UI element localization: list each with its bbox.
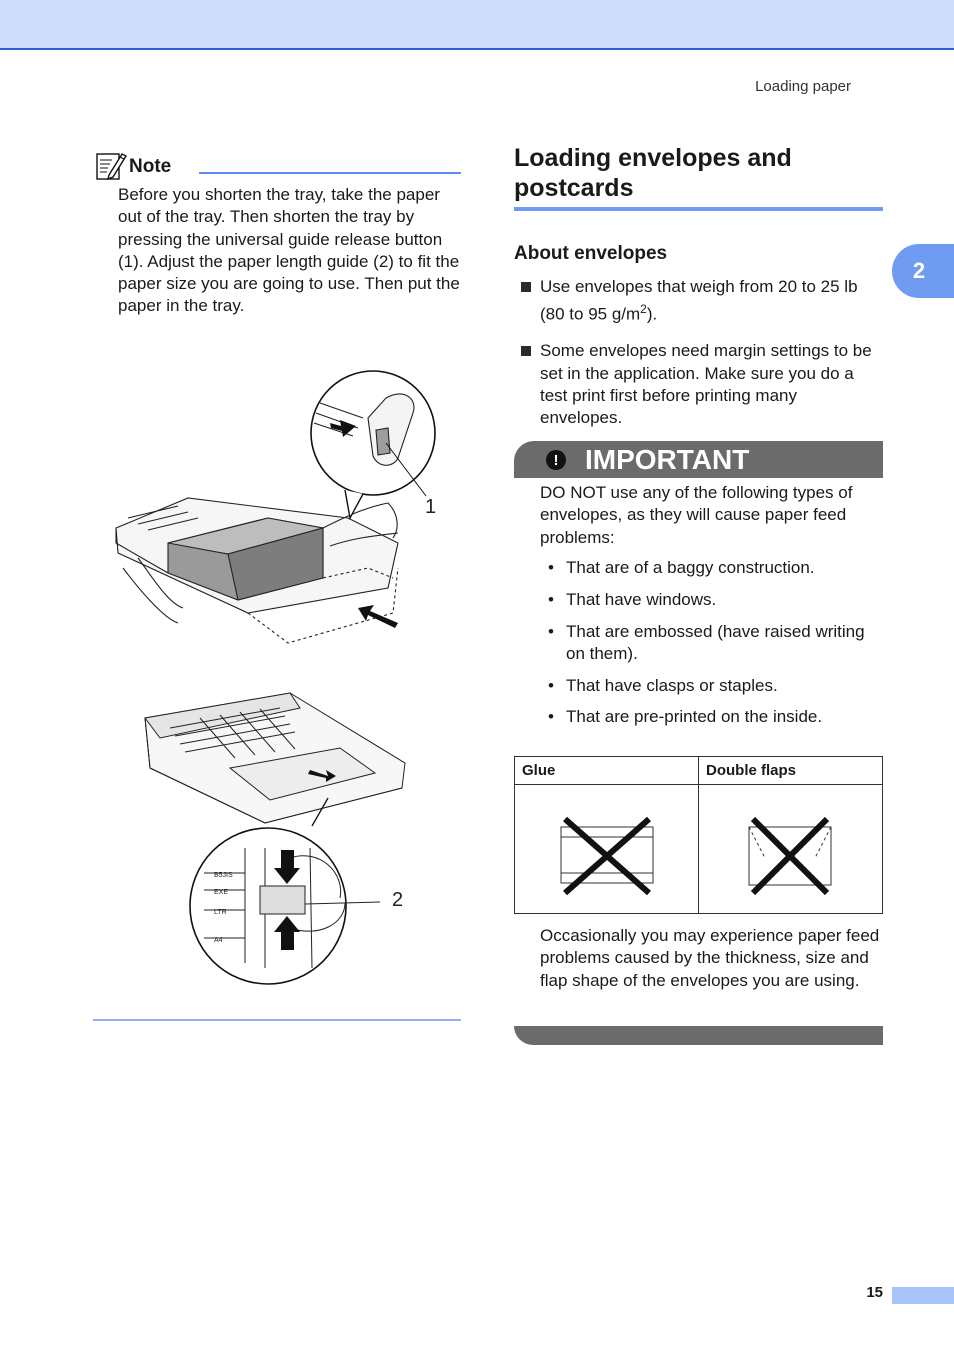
scale-label-exe: EXE: [214, 889, 229, 896]
section-title: Loading envelopes and postcards: [514, 144, 792, 202]
callout-2: 2: [392, 889, 404, 911]
exclamation-icon: !: [546, 450, 566, 470]
list-item: • That are of a baggy construction.: [548, 558, 815, 577]
list-item: • That have windows.: [548, 589, 717, 609]
subsection-title: About envelopes: [514, 243, 668, 264]
table-header-glue: Glue: [522, 762, 556, 779]
important-end-bar: [514, 1026, 883, 1045]
note-title: Note: [129, 156, 172, 177]
running-title: Loading paper: [755, 78, 851, 95]
envelope-table: [514, 756, 883, 914]
important-banner: [514, 441, 883, 478]
chapter-number: 2: [912, 258, 926, 283]
note-header: [95, 150, 461, 182]
note-pencil-icon: [95, 150, 127, 182]
double-flap-envelope-crossed-icon: [745, 813, 835, 897]
note-end-rule: [93, 1019, 461, 1021]
scale-label-b5: B5JIS: [214, 872, 233, 879]
scale-label-ltr: LTR: [214, 909, 227, 916]
list-item: Some envelopes need margin settings to be set in the application. Make sure you do a test print first before printing many envelopes.: [520, 340, 882, 429]
callout-1: 1: [425, 496, 437, 518]
envelope-bullet-list: [520, 276, 882, 443]
tray-shorten-illustration: [108, 368, 448, 653]
chapter-tab: [892, 244, 954, 298]
list-item: • That are pre-printed on the inside.: [548, 707, 823, 727]
list-item: • That are embossed (have raised writing on them).: [548, 621, 865, 663]
page-number: 15: [866, 1284, 883, 1301]
important-outro: Occasionally you may experience paper feed problems caused by the thickness, size and flap shape of the envelopes you are using.: [540, 926, 880, 990]
note-rule: [199, 172, 461, 174]
page-tab: [892, 1287, 954, 1304]
note-body: Before you shorten the tray, take the paper out of the tray. Then shorten the tray by pressing the universal guide release button (1). Adjust the paper length guide (2) to fit the paper size you are going to use. Then put the paper in the tray.: [118, 185, 460, 316]
section-rule: [514, 207, 883, 211]
important-heading: IMPORTANT: [585, 444, 750, 475]
bullet-square-icon: [521, 282, 531, 292]
table-header-double-flaps: Double flaps: [706, 762, 797, 779]
length-guide-illustration: [140, 688, 415, 988]
scale-label-a4: A4: [214, 937, 223, 944]
list-item: • That have clasps or staples.: [548, 675, 778, 695]
header-band: [0, 0, 954, 50]
glue-envelope-crossed-icon: [557, 813, 657, 897]
important-list: [548, 557, 884, 738]
important-intro: DO NOT use any of the following types of envelopes, as they will cause paper feed problems:: [540, 483, 853, 547]
list-item: Use envelopes that weigh from 20 to 25 lb (80 to 95 $g/m^2$).: [520, 276, 882, 326]
bullet-square-icon: [521, 346, 531, 356]
